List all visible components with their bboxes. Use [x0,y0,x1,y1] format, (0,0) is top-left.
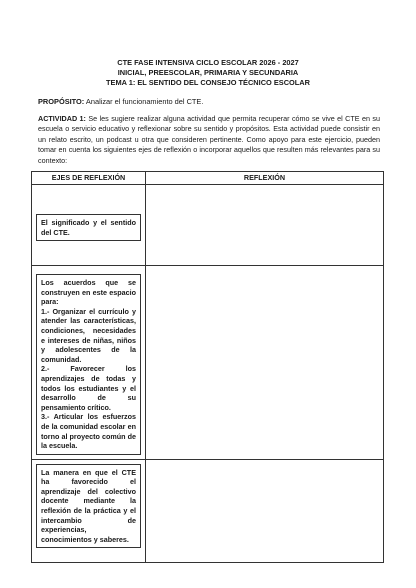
table-row [32,266,384,460]
document-header [36,58,380,88]
axis-text [36,274,141,455]
activity-text: Se les sugiere realizar alguna actividad que permita recuperar cómo se vive el CTE en su escuela o servicio educativo y reflexionar sobre su sentido y propósitos. Esta actividad puede consistir en un relato escrito, un podcast u otra que consideren pertinente. Como apoyo para este ejercicio, pueden tomar en cuenta los siguientes ejes de reflexión o incorporar aquellos que resulten más relevantes para su contexto: [38,114,380,165]
axis-cell [32,185,146,266]
axis-text: La manera en que el CTE ha favorecido el aprendizaje del colectivo docente mediante la reflexión de la práctica y el intercambio de experiencias, conocimientos y saberes. [36,464,141,549]
reflection-cell[interactable] [146,459,384,562]
header-axes: EJES DE REFLEXIÓN [32,172,146,185]
purpose-text: Analizar el funcionamiento del CTE. [84,97,204,106]
reflection-table [31,171,384,563]
axis-cell [32,266,146,460]
header-line-2: INICIAL, PREESCOLAR, PRIMARIA Y SECUNDARIA [117,68,299,77]
header-line-1: CTE FASE INTENSIVA CICLO ESCOLAR 2026 - 2027 [117,58,299,67]
reflection-cell[interactable] [146,185,384,266]
purpose-label: PROPÓSITO: [38,97,85,106]
activity-label: ACTIVIDAD 1: [38,114,86,123]
axis-line: 1.- Organizar el currículo y atender las características, condiciones, necesidades e intereses de niñas, niños y adolescentes de la comunidad. [41,306,136,364]
axis-line: 3.- Articular los esfuerzos de la comunidad escolar en torno al proyecto común de la escuela. [41,412,136,451]
axis-line: 2.- Favorecer los aprendizajes de todas y todos los estudiantes y el desarrollo de su pensamiento crítico. [41,364,136,412]
reflection-cell[interactable] [146,266,384,460]
axis-cell [32,459,146,562]
table-header-row [32,172,384,185]
table-row [32,185,384,266]
axis-line: Los acuerdos que se construyen en este espacio para: [41,278,136,307]
header-line-3: TEMA 1: EL SENTIDO DEL CONSEJO TÉCNICO ESCOLAR [106,78,310,87]
header-reflection: REFLEXIÓN [146,172,384,185]
axis-text: El significado y el sentido del CTE. [36,214,141,241]
purpose-paragraph [38,97,203,107]
activity-paragraph [38,114,380,166]
table-row [32,459,384,562]
